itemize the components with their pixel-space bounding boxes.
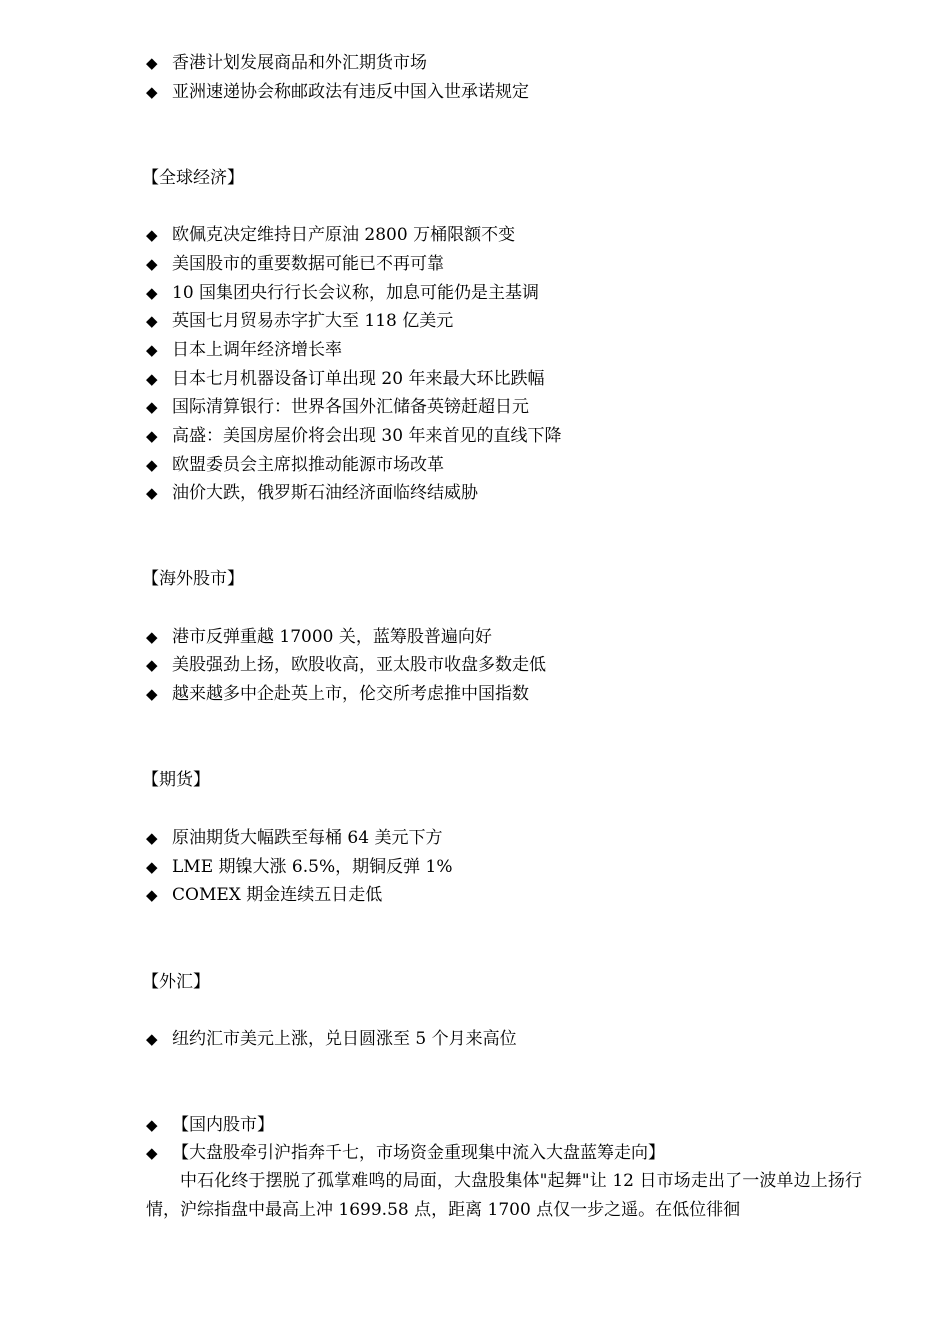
list-item-text: 港市反弹重越 17000 关，蓝筹股普遍向好 xyxy=(172,627,492,647)
list-item-text: 欧佩克决定维持日产原油 2800 万桶限额不变 xyxy=(172,225,516,245)
list-item-text: 国际清算银行：世界各国外汇储备英镑赶超日元 xyxy=(172,397,529,417)
diamond-bullet-icon: ◆ xyxy=(146,54,158,72)
list-item xyxy=(146,282,539,304)
list-item xyxy=(146,482,478,504)
diamond-bullet-icon: ◆ xyxy=(146,226,158,244)
diamond-bullet-icon: ◆ xyxy=(146,456,158,474)
diamond-bullet-icon: ◆ xyxy=(146,484,158,502)
section-heading-overseas-stocks: 【海外股市】 xyxy=(142,569,244,589)
list-item xyxy=(146,396,529,418)
list-item-text: 美国股市的重要数据可能已不再可靠 xyxy=(172,254,444,274)
list-item-text: 高盛：美国房屋价将会出现 30 年来首见的直线下降 xyxy=(172,426,562,446)
list-item-text: 油价大跌，俄罗斯石油经济面临终结威胁 xyxy=(172,483,478,503)
list-item-text: 英国七月贸易赤字扩大至 118 亿美元 xyxy=(172,311,454,331)
list-item xyxy=(146,425,561,447)
article-paragraph: 中石化终于摆脱了孤掌难鸣的局面，大盘股集体"起舞"让 12 日市场走出了一波单边上扬行情，沪综指盘中最高上冲 1699.58 点，距离 1700 点仅一步之遥。在低位徘徊 xyxy=(146,1171,862,1220)
list-item-text: 欧盟委员会主席拟推动能源市场改革 xyxy=(172,455,444,475)
list-item xyxy=(146,253,444,275)
list-item-text: 美股强劲上扬，欧股收高，亚太股市收盘多数走低 xyxy=(172,655,546,675)
diamond-bullet-icon: ◆ xyxy=(146,685,158,703)
list-item-text: 日本上调年经济增长率 xyxy=(172,340,342,360)
diamond-bullet-icon: ◆ xyxy=(146,829,158,847)
section-heading-futures: 【期货】 xyxy=(142,770,210,790)
list-item-text: 香港计划发展商品和外汇期货市场 xyxy=(172,53,427,73)
list-item-text: 10 国集团央行行长会议称，加息可能仍是主基调 xyxy=(172,283,540,303)
list-item xyxy=(146,81,529,103)
list-item xyxy=(146,224,515,246)
list-item xyxy=(146,626,492,648)
list-item xyxy=(146,827,442,849)
diamond-bullet-icon: ◆ xyxy=(146,427,158,445)
list-item xyxy=(146,683,529,705)
list-item-text: 越来越多中企赴英上市，伦交所考虑推中国指数 xyxy=(172,684,529,704)
list-item xyxy=(146,339,342,361)
list-item xyxy=(146,654,546,676)
list-item xyxy=(146,1028,517,1050)
diamond-bullet-icon: ◆ xyxy=(146,398,158,416)
diamond-bullet-icon: ◆ xyxy=(146,1144,158,1162)
list-item-text: COMEX 期金连续五日走低 xyxy=(172,885,383,905)
list-item-text: LME 期镍大涨 6.5%，期铜反弹 1% xyxy=(172,857,453,877)
diamond-bullet-icon: ◆ xyxy=(146,656,158,674)
list-item xyxy=(146,454,444,476)
list-item-text: 原油期货大幅跌至每桶 64 美元下方 xyxy=(172,828,443,848)
diamond-bullet-icon: ◆ xyxy=(146,1030,158,1048)
section-heading-forex: 【外汇】 xyxy=(142,972,210,992)
diamond-bullet-icon: ◆ xyxy=(146,628,158,646)
list-item xyxy=(146,368,544,390)
list-item-text: 纽约汇市美元上涨，兑日圆涨至 5 个月来高位 xyxy=(172,1029,517,1049)
headline-text: 【大盘股牵引沪指奔千七，市场资金重现集中流入大盘蓝筹走向】 xyxy=(172,1143,665,1163)
list-item-text: 亚洲速递协会称邮政法有违反中国入世承诺规定 xyxy=(172,82,529,102)
diamond-bullet-icon: ◆ xyxy=(146,370,158,388)
diamond-bullet-icon: ◆ xyxy=(146,83,158,101)
diamond-bullet-icon: ◆ xyxy=(146,886,158,904)
list-item xyxy=(146,884,382,906)
section-heading-global-economy: 【全球经济】 xyxy=(142,168,244,188)
list-item xyxy=(146,856,452,878)
diamond-bullet-icon: ◆ xyxy=(146,1116,158,1134)
diamond-bullet-icon: ◆ xyxy=(146,312,158,330)
article-headline xyxy=(146,1142,665,1164)
diamond-bullet-icon: ◆ xyxy=(146,858,158,876)
diamond-bullet-icon: ◆ xyxy=(146,255,158,273)
list-item xyxy=(146,310,453,332)
diamond-bullet-icon: ◆ xyxy=(146,284,158,302)
list-item-text: 日本七月机器设备订单出现 20 年来最大环比跌幅 xyxy=(172,369,545,389)
list-item xyxy=(146,52,427,74)
diamond-bullet-icon: ◆ xyxy=(146,341,158,359)
section-heading-domestic-stocks xyxy=(146,1114,274,1136)
heading-text: 【国内股市】 xyxy=(172,1115,274,1135)
